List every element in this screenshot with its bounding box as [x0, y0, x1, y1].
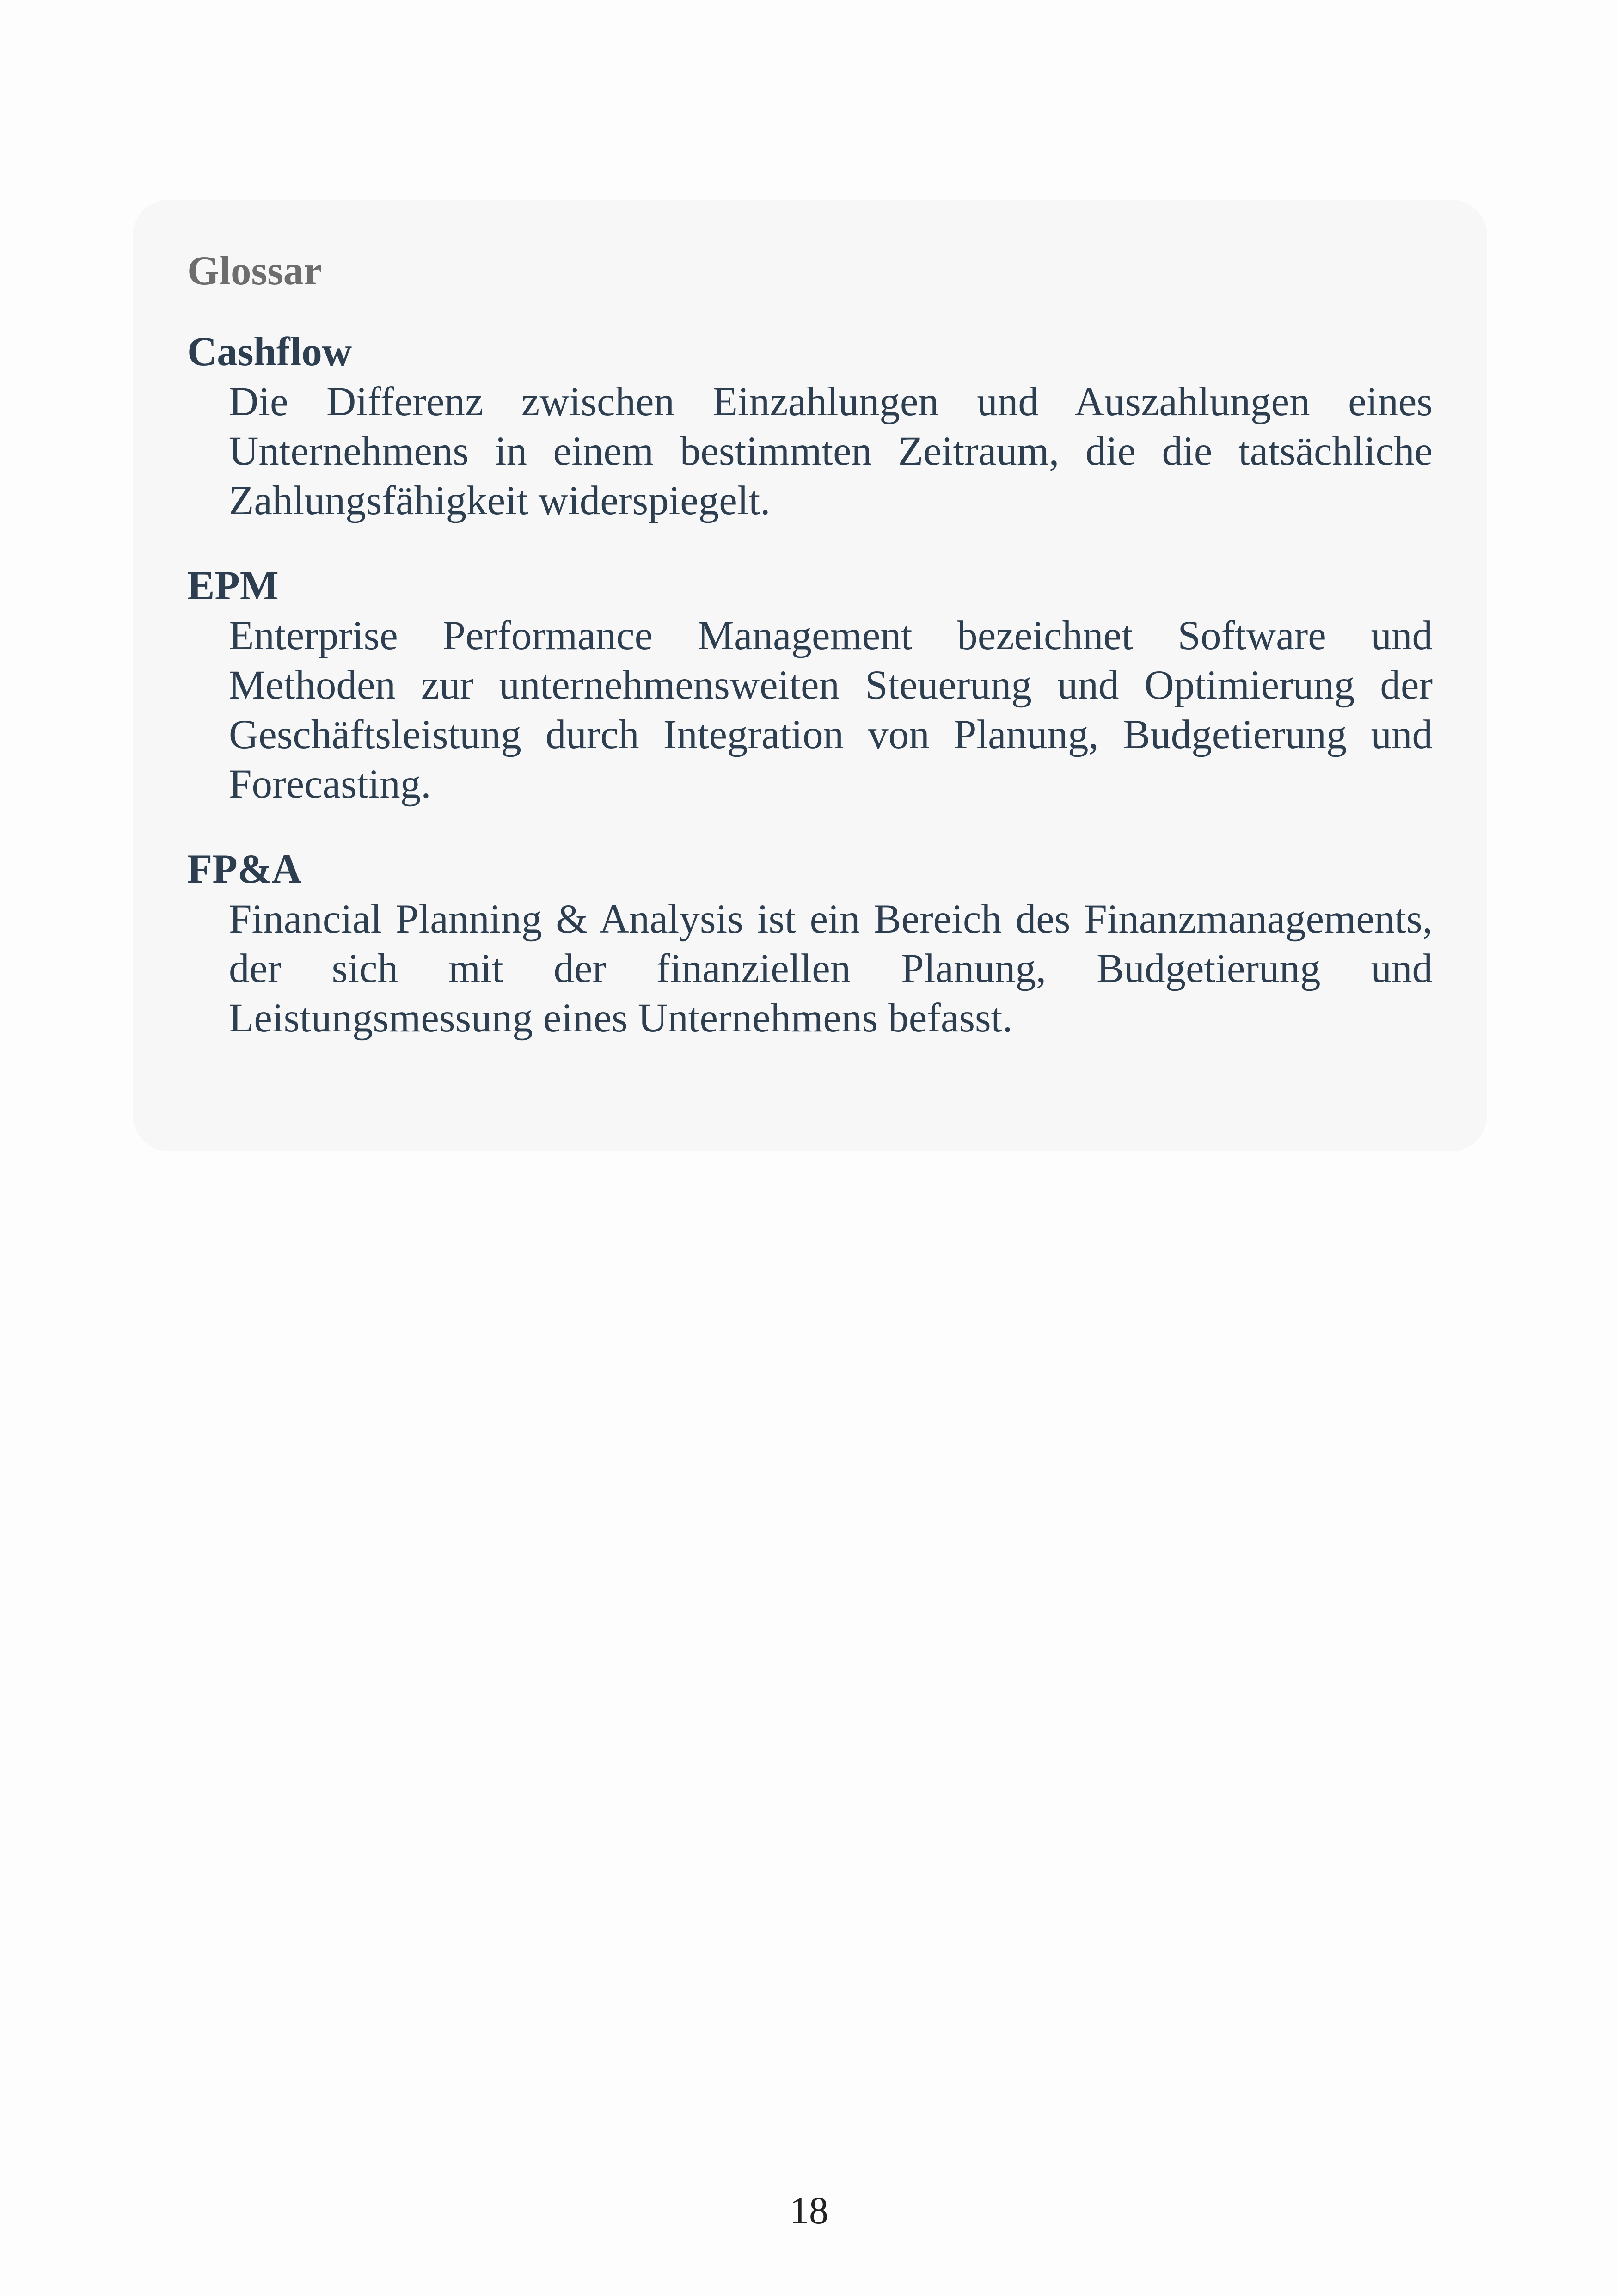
glossary-definition: Financial Planning & Analysis ist ein Bereich des Finanzmanagements, der sich mit der finanziellen Planung, Budgetierung und Leistungsmessung eines Unternehmens befasst. — [229, 896, 1433, 1041]
glossary-entry-epm — [187, 565, 1433, 809]
glossary-term: EPM — [187, 563, 279, 608]
page-number: 18 — [790, 2189, 828, 2232]
glossary-box — [133, 200, 1487, 1151]
glossary-term: Cashflow — [187, 329, 352, 374]
glossary-entry-cashflow — [187, 329, 1433, 526]
glossary-definition: Enterprise Performance Management bezeichnet Software und Methoden zur unternehmensweiten Steuerung und Optimierung der Geschäftsleistung durch Integration von Planung, Budgetierung und Forecasting. — [229, 613, 1433, 807]
glossary-entry-fpa — [187, 849, 1433, 1043]
glossary-term: FP&A — [187, 847, 302, 892]
glossary-definition: Die Differenz zwischen Einzahlungen und Auszahlungen eines Unternehmens in einem bestimmten Zeitraum, die die tatsächliche Zahlungsfähigkeit widerspiegelt. — [229, 379, 1433, 523]
glossary-title: Glossar — [187, 248, 322, 294]
